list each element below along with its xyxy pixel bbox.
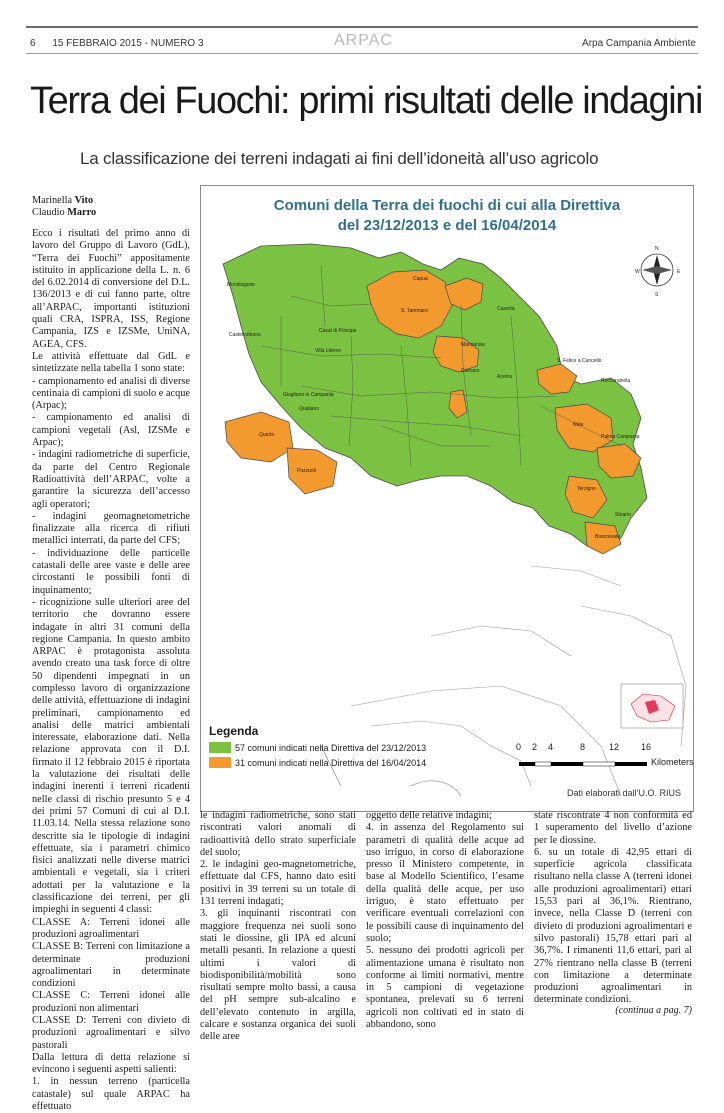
article-column-4 bbox=[534, 810, 692, 1007]
paragraph: CLASSE C: Terreni idonei alle produzioni non alimentari bbox=[32, 990, 190, 1014]
paragraph: - ricognizione sulle ulteriori aree del territorio che dovranno essere indagate in altri 31 comuni della regione Campania. In questo ambito ARPAC è protagonista assoluta avendo creato una task force di oltre 50 dipendenti impegnati in un complesso lavoro di organizzazione delle attività, effettuazione di indagini preliminari, campionamento ed analisi delle matrici ambientali interessate, elaborazione dati. Nella relazione approvata con il D.I. firmato il 12 febbraio 2015 è riportata la valutazione dei risultati delle indagini inerenti i terreni ricadenti nelle classi di rischio presunto 5 e 4 dei primi 57 Comuni di cui al D.I. 11.03.14. Nella stessa relazione sono descritte sia le tipologie di indagini effettuate, sia i parametri chimico fisici analizzati nelle diverse matrici ambientali e vegetali, sia i criteri adottati per la valutazione e la classificazione dei terreni, per gli impieghi in seguenti 4 classi: bbox=[32, 596, 190, 916]
paragraph: 2. le indagini geo-magnetometriche, effettuate dal CFS, hanno dato esiti positivi in 39 terreni su un totale di 131 terreni indagati; bbox=[200, 859, 356, 908]
map-title: Comuni della Terra dei fuochi di cui alla Direttiva del 23/12/2013 e del 16/04/2014 bbox=[273, 197, 621, 234]
place-label: Pozzuoli bbox=[297, 468, 316, 474]
paragraph: - indagini radiometriche di superficie, da parte del Centro Regionale Radioattività dell’ARPAC, volte a garantire la sicurezza dell’accesso agli operatori; bbox=[32, 449, 190, 510]
paragraph: 1. in nessun terreno (particella catastale) sul quale ARPAC ha effettuato bbox=[32, 1076, 190, 1113]
continued-note: (continua a pag. 7) bbox=[615, 1005, 692, 1016]
article-subtitle: La classificazione dei terreni indagati ai fini dell’idoneità all’uso agricolo bbox=[80, 149, 599, 168]
page-number: 6 bbox=[30, 38, 36, 49]
header-rule bbox=[26, 26, 698, 28]
paragraph: le indagini radiometriche, sono stati riscontrati valori anomali di radioattività dello strato superficiale del suolo; bbox=[200, 810, 356, 858]
paragraph: CLASSE B: Terreni con limitazione a determinate produzioni agroalimentari in determinate condizioni bbox=[32, 941, 190, 990]
place-label: Caserta bbox=[497, 306, 515, 312]
place-label: Castelvolturno bbox=[229, 332, 261, 338]
paragraph: state riscontrate 4 non conformità ed 1 superamento del livello d’azione per le diossine. bbox=[534, 810, 692, 846]
header-left bbox=[30, 38, 218, 49]
article-title: Terra dei Fuochi: primi risultati delle indagini bbox=[30, 80, 703, 122]
inset-map bbox=[621, 684, 683, 728]
paragraph: 4. in assenza del Regolamento sui parametri di qualità delle acque ad uso irriguo, in corso di elaborazione presso il Ministero competente, in base al Modello Scientifico, l’esame della qualità delle acque, per uso irriguo, è stato effettuato per verificare eventuali correlazioni con le possibili cause di inquinamento del suolo; bbox=[366, 822, 524, 944]
legend-item: 31 comuni indicati nella Direttiva del 16/04/2014 bbox=[209, 757, 426, 768]
compass-w: W bbox=[635, 269, 640, 275]
place-label: Marcianise bbox=[461, 342, 486, 348]
place-label: Mondragone bbox=[227, 282, 256, 288]
place-label: Qualiano bbox=[299, 406, 320, 412]
map-graphic bbox=[201, 186, 693, 811]
paragraph: Le attività effettuate dal GdL e sintetizzate nella tabella 1 sono state: bbox=[32, 350, 190, 375]
place-label: Roccarainola bbox=[601, 378, 631, 384]
paragraph: - campionamento ed analisi di campioni vegetali (Asl, IZSMe e Arpac); bbox=[32, 412, 190, 449]
paragraph: 6. su un totale di 42,95 ettari di superficie agricola classificata risultano nella classe A (terreni idonei alle produzioni agroalimentari) ettari 15,53 pari al 36,1%. Rientrano, invece, nella Classe D (terreni con divieto di produzioni agroalimentari e silvo pastorali) 15,78 ettari pari al 36,7%. I rimanenti 11,6 ettari, pari al 27% rientrano nella classe B (terreni con limitazione a determinate produzioni agroalimentari in determinate condizioni. bbox=[534, 846, 692, 1006]
place-label: Villa Literno bbox=[315, 348, 342, 354]
publication-name: Arpa Campania Ambiente bbox=[582, 38, 696, 49]
paragraph: CLASSE A: Terreni idonei alle produzioni agroalimentari bbox=[32, 916, 190, 940]
place-label: Nola bbox=[573, 422, 584, 428]
paragraph: oggetto delle relative indagini; bbox=[366, 810, 493, 821]
place-label: S. Tammaro bbox=[401, 308, 428, 314]
place-label: Capua bbox=[413, 276, 428, 282]
article-column-1 bbox=[32, 228, 190, 1113]
compass-s: S bbox=[655, 292, 659, 298]
header-rule-bottom bbox=[26, 53, 698, 54]
scale-labels: 0 2 4 8 12 16 Kilometers bbox=[516, 742, 694, 767]
place-label: Boscoreale bbox=[595, 534, 621, 540]
paragraph: 5. nessuno dei prodotti agricoli per alimentazione umana è risultato non conforme ai limiti normativi, mentre in 5 campioni di vegetazione spontanea, prelevati su 6 terreni agricoli non coltivati ed in stato di abbandono, sono bbox=[366, 945, 524, 1031]
place-label: Quarto bbox=[259, 432, 275, 438]
issue-date: 15 FEBBRAIO 2015 - NUMERO 3 bbox=[52, 38, 204, 49]
place-label: Palma Campania bbox=[601, 434, 640, 440]
article-column-2 bbox=[200, 810, 356, 1044]
authors bbox=[32, 195, 96, 220]
place-label: Caivano bbox=[461, 368, 480, 374]
map-figure bbox=[200, 185, 694, 812]
place-label: Casal di Principe bbox=[319, 328, 357, 334]
author: Marinella Vito bbox=[32, 195, 94, 206]
page-header bbox=[26, 26, 698, 50]
place-label: S. Felice a Cancello bbox=[557, 358, 602, 364]
map-credit: Dati elaborati dall’U.O. RIUS bbox=[566, 788, 681, 798]
paragraph: Dalla lettura di detta relazione si evincono i seguenti aspetti salienti: bbox=[32, 1051, 190, 1076]
arpac-logo: ARPAC bbox=[334, 32, 393, 49]
map-legend bbox=[209, 724, 426, 768]
article-column-3 bbox=[366, 810, 524, 1031]
place-label: Terzigno bbox=[577, 486, 596, 492]
paragraph: - campionamento ed analisi di diverse centinaia di campioni di suolo e acque (Arpac); bbox=[32, 375, 190, 412]
compass-icon bbox=[641, 254, 673, 286]
paragraph: Ecco i risultati del primo anno di lavoro del Gruppo di Lavoro (GdL), “Terra dei Fuochi” appositamente istituito in applicazione della L. n. 6 del 6.02.2014 di conversione del D.L. 136/2013 e di cui fanno parte, oltre all’ARPAC, importanti istituzioni quali CRA, ISPRA, ISS, Regione Campania, IZS e IZSMe, UniNA, AGEA, CFS. bbox=[32, 228, 190, 350]
legend-item: 57 comuni indicati nella Direttiva del 23/12/2013 bbox=[209, 742, 426, 753]
author: Claudio Marro bbox=[32, 207, 97, 219]
paragraph: - individuazione delle particelle catastali delle aree vaste e delle aree circostanti le possibili fonti di inquinamento; bbox=[32, 547, 190, 596]
place-label: Acerra bbox=[497, 374, 512, 380]
paragraph: CLASSE D: Terreni con divieto di produzioni agroalimentari e silvo pastorali bbox=[32, 1015, 190, 1051]
place-label: Striano bbox=[615, 512, 631, 518]
legend-title: Legenda bbox=[209, 724, 259, 738]
legend-swatch-green bbox=[209, 742, 231, 753]
legend-swatch-orange bbox=[209, 757, 231, 768]
place-label: Giugliano in Campania bbox=[283, 392, 334, 398]
compass-n: N bbox=[655, 246, 659, 252]
paragraph: - indagini geomagnetometriche finalizzate alla ricerca di rifiuti metallici interrati, da parte del CFS; bbox=[32, 510, 190, 547]
compass-e: E bbox=[677, 269, 681, 275]
paragraph: 3. gli inquinanti riscontrati con maggiore frequenza nei suoli sono stati le diossine, gli IPA ed alcuni metalli pesanti. In relazione a questi ultimi i valori di biodisponibilità/mobilità sono risultati sempre molto bassi, a causa del pH sempre sub-alcalino e dell’elevato contenuto in argilla, calcare e sostanza organica dei suoli delle aree bbox=[200, 908, 356, 1043]
